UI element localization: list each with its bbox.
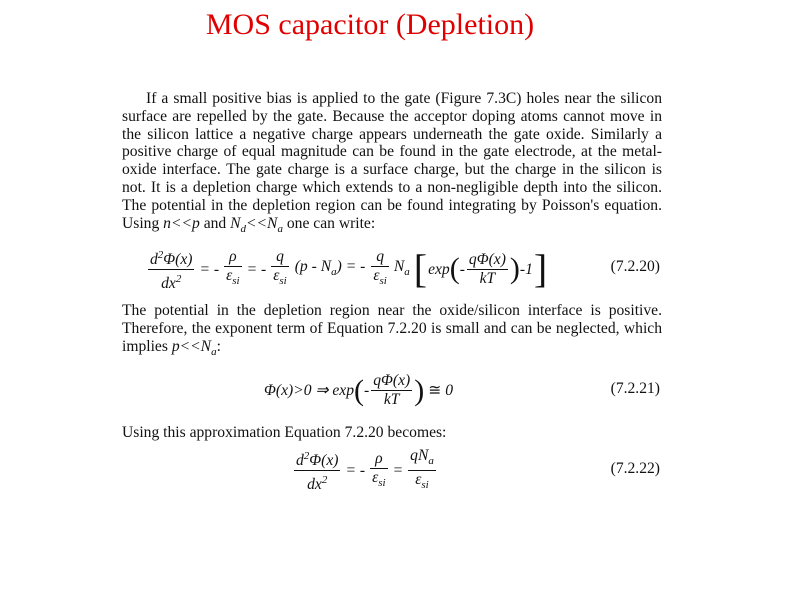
equation-7-2-22: [122, 444, 662, 498]
cond2-sub: d: [240, 222, 247, 235]
equation-body: $\frac{d^2\Phi(x)}{dx^2}$ = - $\frac{\rho}{\varepsilon_{si}}$ = $\frac{qN_a}{\varepsilon_{si}}$: [296, 447, 434, 494]
equation-7-2-21: [122, 364, 662, 418]
fraction-d2phi-dx2: $\frac{d^2\Phi(x)}{dx^2}$: [148, 246, 194, 293]
slide-title: MOS capacitor (Depletion): [205, 8, 535, 41]
paragraph-approximation: Using this approximation Equation 7.2.20 becomes:: [122, 423, 447, 441]
equation-7-2-20: [122, 242, 662, 296]
equation-number-7-2-22: (7.2.22): [610, 459, 660, 477]
equation-body: Φ(x)>0 ⇒ exp ( - $\frac{q\Phi(x)}{kT}$ ) ≅ 0: [264, 372, 454, 409]
paragraph-intro: [122, 90, 662, 238]
paragraph-intro-text: If a small positive bias is applied to the gate (Figure 7.3C) holes near the silicon surface are repelled by the gate. Because the acceptor doping atoms cannot move in the silicon lattice a negative charge appears underneath the gate oxide. Similarly a positive charge of equal magnitude can be found in the gate electrode, at the metal-oxide interface. The gate charge is a surface charge, but the charge in the silicon is not. It is a depletion charge which extends to a non-negligible depth into the silicon. The potential in the depletion region can be found integrating by Poisson's equation. Using: [122, 90, 662, 232]
equation-body: $\frac{d^2\Phi(x)}{dx^2}$ = - $\frac{\rho}{\varepsilon_{si}}$ = - $\frac{q}{\varepsilon_{si}}$ $(p - N_a)$ = - $\frac{q}{\varepsilon_{si}}$ $N_a$ [ exp ( - $\frac{q\Phi(x)}{kT}$ ) -1 ]: [150, 246, 548, 293]
equation-number-7-2-21: (7.2.21): [610, 379, 660, 397]
paragraph-positive-text: The potential in the depletion region near the oxide/silicon interface is positive. Therefore, the exponent term of Equation 7.2.20 is small and can be neglected, which implies: [122, 302, 662, 356]
scanned-text-block: [122, 90, 662, 498]
condition-n-p: n<<p: [163, 214, 200, 232]
condition-p-na-sub: a: [211, 346, 217, 359]
paragraph-positive-end: :: [216, 338, 221, 356]
paragraph-positive-potential: [122, 302, 662, 362]
conjunction: and: [199, 214, 231, 232]
cond2-sub2: a: [277, 222, 283, 235]
cond2-base: N: [230, 214, 241, 232]
cond2-rest: <<N: [246, 214, 278, 232]
condition-p-na: p<<N: [171, 338, 212, 356]
paragraph-intro-end: one can write:: [282, 214, 376, 232]
equation-number-7-2-20: (7.2.20): [610, 258, 660, 276]
